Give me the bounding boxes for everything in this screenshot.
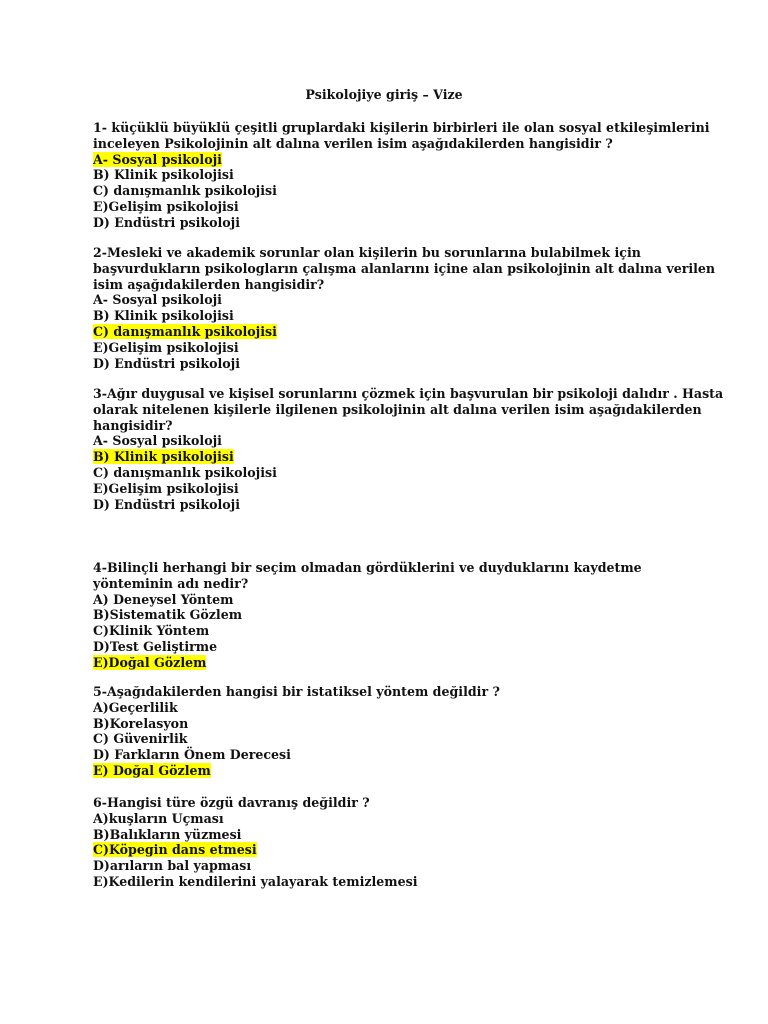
answer-option	[93, 763, 693, 779]
answer-option-text: B)Balıkların yüzmesi	[93, 826, 242, 842]
answer-option-text: C) danışmanlık psikolojisi	[93, 464, 277, 480]
correct-answer-highlight: C)Köpegin dans etmesi	[93, 842, 257, 858]
question-text-line: yönteminin adı nedir?	[93, 575, 249, 591]
question-text-line: 4-Bilinçli herhangi bir seçim olmadan gördüklerini ve duyduklarını kaydetme	[93, 560, 642, 575]
answer-option-text: D)arıların bal yapması	[93, 858, 252, 874]
answer-option	[93, 842, 693, 858]
correct-answer-highlight: E)Doğal Gözlem	[93, 654, 207, 670]
answer-option	[93, 152, 693, 168]
question-text-line: isim aşağıdakilerden hangisidir?	[93, 276, 325, 292]
question-text-line: 5-Aşağıdakilerden hangisi bir istatiksel yöntem değildir ?	[93, 684, 500, 699]
answer-option-text: C) danışmanlık psikolojisi	[93, 183, 277, 199]
correct-answer-highlight: B) Klinik psikolojisi	[93, 449, 234, 465]
question-text-line: inceleyen Psikolojinin alt dalına verilen isim aşağıdakilerden hangisidir ?	[93, 135, 613, 151]
answer-option	[93, 465, 693, 481]
question-text-line: 2-Mesleki ve akademik sorunlar olan kişilerin bu sorunlarına bulabilmek için	[93, 245, 641, 260]
answer-option	[93, 731, 693, 747]
question-3	[93, 386, 724, 512]
question-text-line: 6-Hangisi türe özgü davranış değildir ?	[93, 795, 370, 810]
answer-option-text: A- Sosyal psikoloji	[93, 292, 222, 308]
question-5	[93, 684, 693, 779]
question-text-line: 3-Ağır duygusal ve kişisel sorunlarını çözmek için başvurulan bir psikoloji dalıdır . Hasta	[93, 386, 724, 401]
answer-option-text: D) Endüstri psikoloji	[93, 496, 241, 512]
correct-answer-highlight: C) danışmanlık psikolojisi	[93, 323, 277, 339]
answer-option	[93, 716, 693, 732]
answer-option-text: B)Korelasyon	[93, 715, 189, 731]
question-1	[93, 120, 710, 231]
answer-option	[93, 623, 693, 639]
answer-option-text: E)Gelişim psikolojisi	[93, 198, 239, 214]
answer-option-text: A)kuşların Uçması	[93, 810, 224, 826]
answer-option-text: E)Gelişim psikolojisi	[93, 339, 239, 355]
correct-answer-highlight: A- Sosyal psikoloji	[93, 151, 222, 167]
answer-option-text: A- Sosyal psikoloji	[93, 433, 222, 449]
document-title: Psikolojiye giriş – Vize	[305, 87, 463, 102]
answer-option	[93, 215, 693, 231]
answer-option-text: A) Deneysel Yöntem	[93, 591, 234, 607]
answer-option-text: C)Klinik Yöntem	[93, 623, 210, 639]
answer-option	[93, 449, 693, 465]
question-text-line: olarak nitelenen kişilerle ilgilenen psikolojinin alt dalına verilen isim aşağıdakilerden	[93, 401, 702, 417]
question-6	[93, 795, 693, 890]
question-4	[93, 560, 693, 671]
answer-option-text: D) Farkların Önem Derecesi	[93, 747, 291, 763]
answer-option-text: B) Klinik psikolojisi	[93, 167, 234, 183]
answer-option	[93, 199, 693, 215]
answer-option	[93, 356, 693, 372]
answer-option	[93, 481, 693, 497]
answer-option-text: D) Endüstri psikoloji	[93, 214, 241, 230]
answer-option	[93, 308, 693, 324]
answer-option	[93, 340, 693, 356]
answer-option	[93, 655, 693, 671]
answer-option-text: D) Endüstri psikoloji	[93, 355, 241, 371]
answer-option	[93, 497, 693, 513]
answer-option	[93, 827, 693, 843]
answer-option	[93, 183, 693, 199]
answer-option-text: C) Güvenirlik	[93, 731, 188, 747]
answer-option-text: D)Test Geliştirme	[93, 638, 218, 654]
answer-option	[93, 607, 693, 623]
answer-option	[93, 747, 693, 763]
answer-option	[93, 592, 693, 608]
answer-option	[93, 292, 693, 308]
question-text-line: 1- küçüklü büyüklü çeşitli gruplardaki kişilerin birbirleri ile olan sosyal etkileşimlerini	[93, 120, 710, 135]
answer-option	[93, 639, 693, 655]
answer-option	[93, 324, 693, 340]
correct-answer-highlight: E) Doğal Gözlem	[93, 762, 211, 778]
answer-option	[93, 874, 693, 890]
answer-option-text: E)Kedilerin kendilerini yalayarak temizlemesi	[93, 873, 418, 889]
answer-option	[93, 167, 693, 183]
answer-option-text: A)Geçerlilik	[93, 699, 178, 715]
answer-option	[93, 700, 693, 716]
answer-option	[93, 433, 693, 449]
answer-option-text: E)Gelişim psikolojisi	[93, 480, 239, 496]
question-text-line: hangisidir?	[93, 417, 173, 433]
answer-option	[93, 811, 693, 827]
question-text-line: başvurdukların psikologların çalışma alanlarını içine alan psikolojinin alt dalına verilen	[93, 260, 716, 276]
answer-option-text: B)Sistematik Gözlem	[93, 607, 243, 623]
answer-option	[93, 858, 693, 874]
answer-option-text: B) Klinik psikolojisi	[93, 308, 234, 324]
question-2	[93, 245, 716, 371]
